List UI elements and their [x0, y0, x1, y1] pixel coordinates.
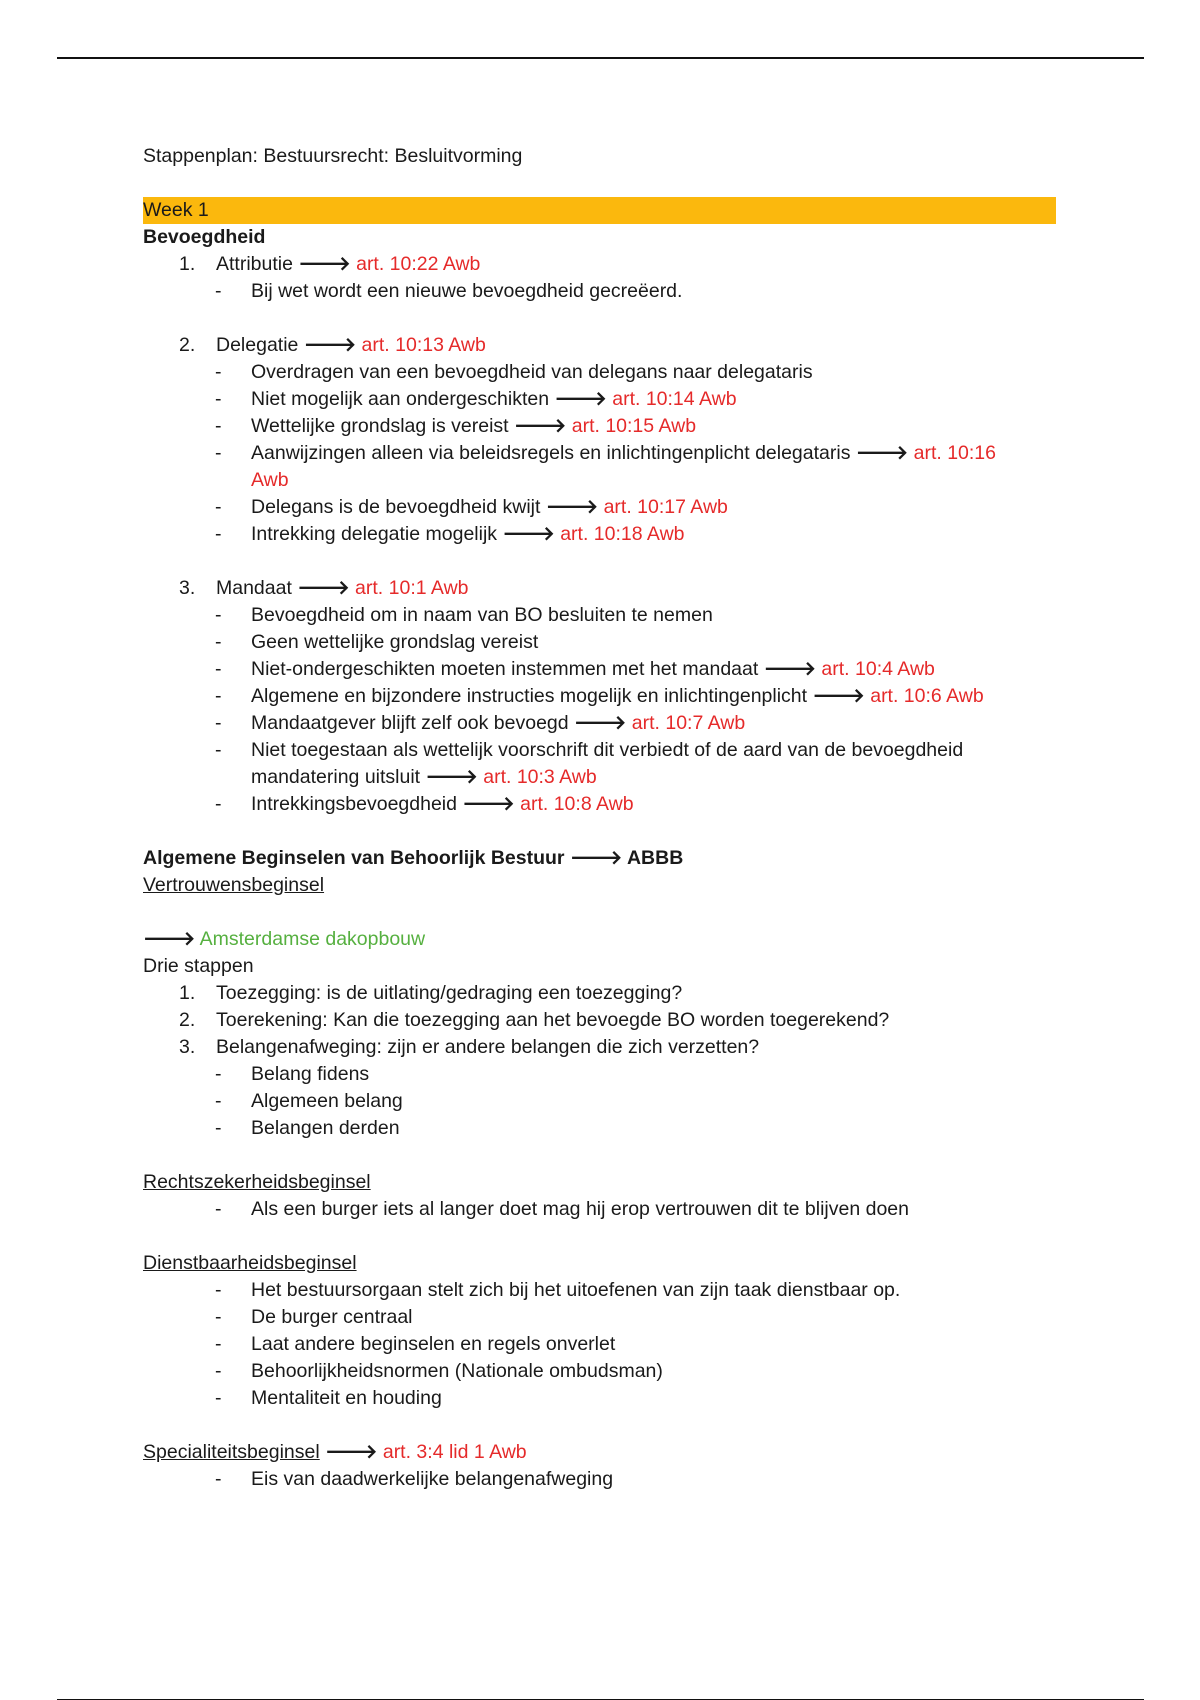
arrow-icon: 🡒	[812, 685, 865, 707]
bullet-item	[143, 1061, 1056, 1088]
arrow-icon: 🡒	[462, 793, 515, 815]
dash-icon: -	[215, 604, 222, 626]
subheading-dienstbaarheidsbeginsel	[143, 1250, 1056, 1277]
article-reference: art. 10:15 Awb	[571, 415, 697, 437]
list-item-step	[143, 1034, 1056, 1061]
article-reference: art. 10:16 Awb	[251, 442, 996, 491]
bullet-text: Overdragen van een bevoegdheid van delegans naar delegataris	[251, 361, 813, 383]
arrow-icon: 🡒	[425, 766, 478, 788]
dash-icon: -	[215, 415, 222, 437]
dash-icon: -	[215, 1468, 222, 1490]
case-name: Amsterdamse dakopbouw	[199, 928, 426, 950]
bullet-text: De burger centraal	[251, 1306, 413, 1328]
item-label: Attributie	[216, 253, 293, 275]
abbb-heading-text: Algemene Beginselen van Behoorlijk Bestuur	[143, 847, 565, 869]
bullet-text: Algemene en bijzondere instructies mogelijk en inlichtingenplicht	[251, 685, 808, 707]
list-number: 1.	[179, 982, 196, 1004]
bullet-text: Belangen derden	[251, 1117, 400, 1139]
step-text: Toerekening: Kan die toezegging aan het bevoegde BO worden toegerekend?	[216, 1009, 890, 1031]
dash-icon: -	[215, 280, 222, 302]
article-reference: art. 10:8 Awb	[520, 793, 634, 815]
dash-icon: -	[215, 1333, 222, 1355]
dash-icon: -	[215, 1387, 222, 1409]
week-label: Week 1	[143, 197, 1056, 224]
list-number: 2.	[179, 1009, 196, 1031]
arrow-icon: 🡒	[325, 1441, 378, 1463]
bullet-text: Het bestuursorgaan stelt zich bij het uitoefenen van zijn taak dienstbaar op.	[251, 1279, 901, 1301]
subheading-text: Vertrouwensbeginsel	[143, 874, 325, 896]
section-heading-abbb	[143, 845, 1056, 872]
case-reference	[143, 926, 1056, 953]
dash-icon: -	[215, 658, 222, 680]
article-reference: art. 10:1 Awb	[355, 577, 469, 599]
list-item-delegatie	[143, 332, 1056, 359]
dash-icon: -	[215, 442, 222, 464]
bullet-item	[143, 791, 1056, 818]
spacer	[143, 1412, 1056, 1439]
bullet-item	[143, 1304, 1056, 1331]
spacer	[143, 548, 1056, 575]
arrow-icon: 🡒	[574, 712, 627, 734]
dash-icon: -	[215, 523, 222, 545]
arrow-icon: 🡒	[554, 388, 607, 410]
arrow-icon: 🡒	[298, 253, 351, 275]
bullet-text: Eis van daadwerkelijke belangenafweging	[251, 1468, 614, 1490]
dash-icon: -	[215, 1279, 222, 1301]
bullet-text: Delegans is de bevoegdheid kwijt	[251, 496, 541, 518]
dash-icon: -	[215, 1090, 222, 1112]
bullet-item	[143, 710, 1056, 737]
list-number: 3.	[179, 577, 196, 599]
bullet-text: Niet toegestaan als wettelijk voorschrift dit verbiedt of de aard van de bevoegdheid mandatering uitsluit	[251, 739, 964, 788]
steps-intro: Drie stappen	[143, 955, 254, 977]
arrow-icon: 🡒	[545, 496, 599, 518]
dash-icon: -	[215, 712, 222, 734]
article-reference: art. 10:3 Awb	[483, 766, 597, 788]
arrow-icon: 🡒	[855, 442, 909, 464]
bullet-text: Mentaliteit en houding	[251, 1387, 442, 1409]
dash-icon: -	[215, 496, 222, 518]
document-body	[143, 143, 1056, 1493]
subheading-rechtszekerheidsbeginsel	[143, 1169, 1056, 1196]
dash-icon: -	[215, 361, 222, 383]
dash-icon: -	[215, 793, 222, 815]
bullet-text: Laat andere beginselen en regels onverlet	[251, 1333, 616, 1355]
spacer	[143, 1223, 1056, 1250]
bullet-text: Als een burger iets al langer doet mag hij erop vertrouwen dit te blijven doen	[251, 1198, 909, 1220]
list-item-step	[143, 1007, 1056, 1034]
dash-icon: -	[215, 1198, 222, 1220]
article-reference: art. 3:4 lid 1 Awb	[382, 1441, 527, 1463]
bullet-item	[143, 629, 1056, 656]
dash-icon: -	[215, 1360, 222, 1382]
bullet-item	[143, 1088, 1056, 1115]
bullet-text: Mandaatgever blijft zelf ook bevoegd	[251, 712, 569, 734]
bullet-item	[143, 1385, 1056, 1412]
arrow-icon: 🡒	[143, 928, 196, 950]
dash-icon: -	[215, 1063, 222, 1085]
dash-icon: -	[215, 739, 222, 761]
list-number: 3.	[179, 1036, 196, 1058]
bullet-item	[143, 1115, 1056, 1142]
list-item-mandaat	[143, 575, 1056, 602]
arrow-icon: 🡒	[297, 577, 350, 599]
subheading-text: Rechtszekerheidsbeginsel	[143, 1171, 371, 1193]
item-label: Delegatie	[216, 334, 299, 356]
article-reference: art. 10:14 Awb	[612, 388, 737, 410]
bullet-item	[143, 1277, 1056, 1304]
spacer	[143, 899, 1056, 926]
dash-icon: -	[215, 685, 222, 707]
bullet-text: Belang fidens	[251, 1063, 370, 1085]
spacer	[143, 818, 1056, 845]
bullet-text: Bij wet wordt een nieuwe bevoegdheid gecreëerd.	[251, 280, 683, 302]
bullet-item	[143, 656, 1056, 683]
bullet-text: Algemeen belang	[251, 1090, 403, 1112]
article-reference: art. 10:17 Awb	[603, 496, 728, 518]
bullet-item	[143, 737, 1056, 791]
dash-icon: -	[215, 1117, 222, 1139]
spacer	[143, 305, 1056, 332]
subheading-text: Dienstbaarheidsbeginsel	[143, 1252, 357, 1274]
section-heading-bevoegdheid: Bevoegdheid	[143, 226, 266, 248]
list-item-step	[143, 980, 1056, 1007]
bullet-item	[143, 278, 1056, 305]
bullet-item	[143, 413, 1056, 440]
bullet-item	[143, 359, 1056, 386]
bullet-text: Aanwijzingen alleen via beleidsregels en inlichtingenplicht delegataris	[251, 442, 851, 464]
bullet-text: Intrekking delegatie mogelijk	[251, 523, 498, 545]
bullet-text: Behoorlijkheidsnormen (Nationale ombudsman)	[251, 1360, 663, 1382]
bullet-item	[143, 1466, 1056, 1493]
bullet-item	[143, 494, 1056, 521]
bullet-item	[143, 1196, 1056, 1223]
bullet-item	[143, 1331, 1056, 1358]
article-reference: art. 10:18 Awb	[560, 523, 685, 545]
arrow-icon: 🡒	[502, 523, 555, 545]
spacer	[143, 1142, 1056, 1169]
article-reference: art. 10:13 Awb	[361, 334, 486, 356]
list-item-attributie	[143, 251, 1056, 278]
bullet-text: Niet mogelijk aan ondergeschikten	[251, 388, 550, 410]
list-number: 1.	[179, 253, 196, 275]
arrow-icon: 🡒	[569, 847, 623, 869]
dash-icon: -	[215, 631, 222, 653]
bullet-text: Intrekkingsbevoegdheid	[251, 793, 457, 815]
bullet-text: Geen wettelijke grondslag vereist	[251, 631, 539, 653]
document-title: Stappenplan: Bestuursrecht: Besluitvorming	[143, 145, 523, 167]
dash-icon: -	[215, 388, 222, 410]
list-number: 2.	[179, 334, 196, 356]
article-reference: art. 10:22 Awb	[356, 253, 481, 275]
dash-icon: -	[215, 1306, 222, 1328]
arrow-icon: 🡒	[514, 415, 567, 437]
subheading-text: Specialiteitsbeginsel	[143, 1441, 320, 1463]
abbb-abbreviation: ABBB	[626, 847, 684, 869]
article-reference: art. 10:6 Awb	[870, 685, 984, 707]
bullet-text: Bevoegdheid om in naam van BO besluiten te nemen	[251, 604, 713, 626]
bullet-item	[143, 683, 1056, 710]
bullet-item	[143, 386, 1056, 413]
arrow-icon: 🡒	[303, 334, 357, 356]
bullet-item	[143, 1358, 1056, 1385]
bullet-text: Wettelijke grondslag is vereist	[251, 415, 509, 437]
step-text: Toezegging: is de uitlating/gedraging een toezegging?	[216, 982, 683, 1004]
step-text: Belangenafweging: zijn er andere belangen die zich verzetten?	[216, 1036, 760, 1058]
top-rule	[57, 57, 1144, 59]
arrow-icon: 🡒	[763, 658, 816, 680]
bullet-item	[143, 440, 1056, 494]
bullet-item	[143, 602, 1056, 629]
article-reference: art. 10:7 Awb	[631, 712, 746, 734]
bullet-text: Niet-ondergeschikten moeten instemmen met het mandaat	[251, 658, 759, 680]
item-label: Mandaat	[216, 577, 292, 599]
subheading-specialiteitsbeginsel	[143, 1439, 1056, 1466]
article-reference: art. 10:4 Awb	[821, 658, 935, 680]
subheading-vertrouwensbeginsel	[143, 872, 1056, 899]
bullet-item	[143, 521, 1056, 548]
